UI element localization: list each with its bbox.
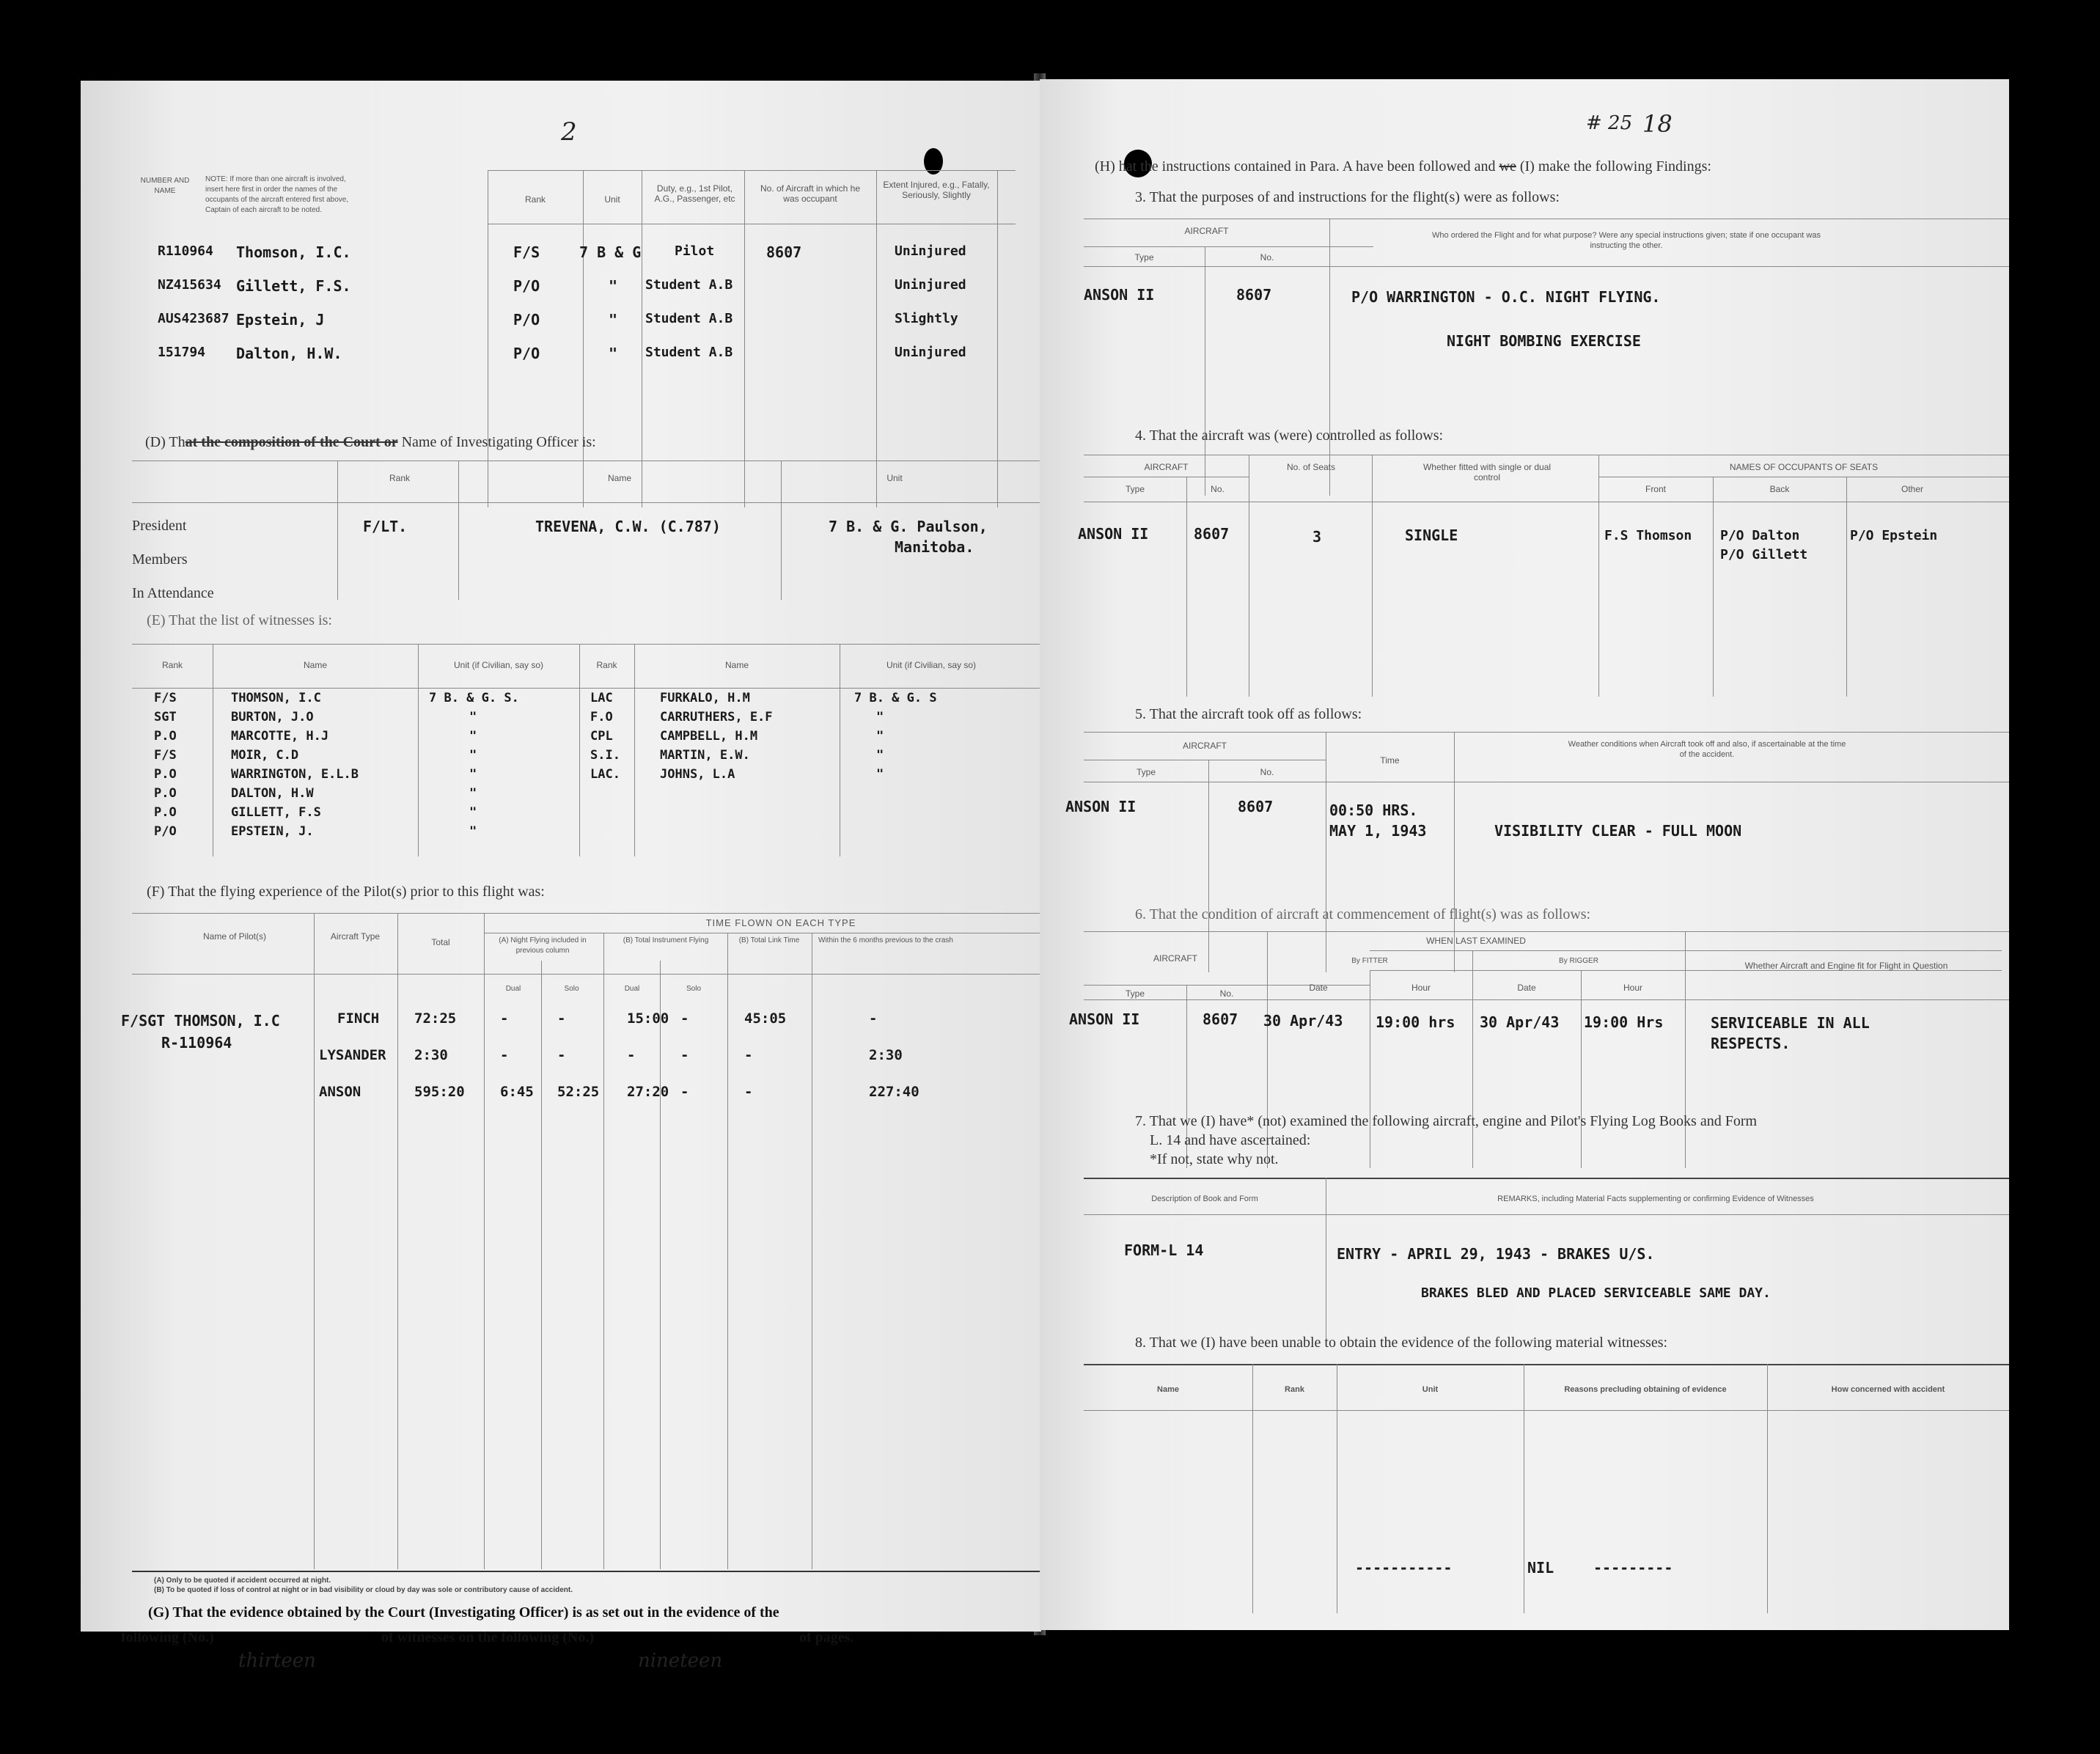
s4-seats-header: No. of Seats — [1286, 462, 1336, 472]
s4-back-2: P/O Gillett — [1720, 547, 1808, 562]
experience-nd: - — [500, 1010, 509, 1027]
experience-nd: 6:45 — [500, 1084, 534, 1100]
handwritten-page-number-right: 18 — [1642, 110, 1673, 138]
experience-type: ANSON — [319, 1084, 361, 1100]
s7-form: FORM-L 14 — [1124, 1241, 1204, 1259]
occupant-injury: Uninjured — [895, 277, 966, 293]
s6-rigger-date: 30 Apr/43 — [1480, 1013, 1560, 1031]
witness-rank: F.O — [590, 710, 613, 724]
footnote-b: (B) To be quoted if loss of control at night or in bad visibility or cloud by day was sole or contributory cause of accident. — [154, 1586, 573, 1594]
s6-rigger-hour-header: Hour — [1623, 983, 1642, 993]
s5-no-header: No. — [1260, 767, 1274, 777]
occupant-unit: 7 B & G — [579, 243, 642, 261]
s8-name-header: Name — [1157, 1385, 1179, 1394]
note-header: NOTE: If more than one aircraft is involved, insert here first in order the names of the occupants of the aircraft entered first above, Captain of each aircraft to be noted. — [205, 175, 349, 214]
s4-fitted-header: Whether fitted with single or dual control — [1422, 462, 1552, 482]
s4-no-header: No. — [1211, 484, 1225, 494]
occupant-injury: Slightly — [895, 311, 958, 326]
s5-label: 5. That the aircraft took off as follows: — [1135, 706, 1362, 722]
witness-name: GILLETT, F.S — [231, 805, 321, 820]
pilot-number: R-110964 — [161, 1034, 232, 1052]
occupant-duty: Student A.B — [645, 345, 733, 360]
e-name-header-2: Name — [724, 660, 749, 670]
night-flying-header: (A) Night Flying included in previous column — [499, 936, 587, 955]
experience-is: - — [680, 1084, 689, 1100]
night-dual-header: Dual — [505, 985, 521, 993]
witness-name: THOMSON, I.C — [231, 691, 321, 705]
witness-unit: " — [876, 729, 884, 744]
occupant-rank: P/O — [513, 311, 540, 329]
witness-name: MARTIN, E.W. — [660, 748, 750, 763]
s6-fit-1: SERVICEABLE IN ALL — [1711, 1014, 1870, 1032]
occupant-number: 151794 — [158, 345, 206, 360]
experience-is: - — [680, 1010, 689, 1027]
instr-dual-header: Dual — [624, 985, 640, 993]
number-and-name-header: NUMBER AND NAME — [140, 177, 190, 195]
experience-id: - — [627, 1047, 636, 1063]
s5-no: 8607 — [1238, 798, 1274, 815]
e-name-header-1: Name — [303, 660, 327, 670]
occupant-injury: Uninjured — [895, 243, 966, 259]
s6-fitter-hour-header: Hour — [1411, 983, 1431, 993]
experience-type: LYSANDER — [319, 1047, 386, 1063]
footnote-a: (A) Only to be quoted if accident occurred at night. — [154, 1577, 331, 1585]
f-name-header: Name of Pilot(s) — [202, 931, 267, 942]
s3-aircraft-header: AIRCRAFT — [1184, 226, 1229, 236]
s4-front: F.S Thomson — [1604, 528, 1692, 543]
s4-no: 8607 — [1194, 525, 1230, 543]
president-unit: 7 B. & G. Paulson, — [829, 518, 988, 535]
witness-rank: SGT — [154, 710, 177, 724]
s5-weather-header: Weather conditions when Aircraft took off and also, if ascertainable at the time of the accident. — [1568, 740, 1846, 759]
section-e-label: (E) That the list of witnesses is: — [147, 612, 332, 628]
s8-reasons-header: Reasons precluding obtaining of evidence — [1564, 1385, 1727, 1394]
s6-fitter-date: 30 Apr/43 — [1263, 1012, 1343, 1030]
e-rank-header-1: Rank — [161, 660, 183, 670]
experience-id: 27:20 — [627, 1084, 669, 1100]
witness-rank: LAC. — [590, 767, 620, 782]
occupant-number: NZ415634 — [158, 277, 221, 293]
witness-rank: LAC — [590, 691, 613, 705]
s6-type-header: Type — [1125, 988, 1145, 999]
witness-name: WARRINGTON, E.L.B — [231, 767, 359, 782]
experience-six: 2:30 — [869, 1047, 903, 1063]
witness-name: FURKALO, H.M — [660, 691, 750, 705]
s4-other: P/O Epstein — [1850, 528, 1938, 543]
section-f-label: (F) That the flying experience of the Pilot(s) prior to this flight was: — [147, 884, 545, 900]
experience-type: FINCH — [337, 1010, 380, 1027]
injury-header: Extent Injured, e.g., Fatally, Seriously, Slightly — [883, 180, 990, 200]
aircraft-no-header: No. of Aircraft in which he was occupant — [760, 183, 861, 204]
s8-how-header: How concerned with accident — [1831, 1385, 1945, 1394]
s4-aircraft-header: AIRCRAFT — [1144, 462, 1189, 472]
occupant-rank: F/S — [513, 243, 540, 261]
s7-line3: *If not, state why not. — [1150, 1151, 1279, 1167]
s6-no: 8607 — [1203, 1010, 1238, 1028]
f-total-header: Total — [431, 937, 450, 947]
duty-header: Duty, e.g., 1st Pilot, A.G., Passenger, etc — [654, 183, 735, 204]
s7-line2: L. 14 and have ascertained: — [1150, 1132, 1311, 1148]
time-flown-header: TIME FLOWN ON EACH TYPE — [705, 917, 856, 928]
s6-when-header: WHEN LAST EXAMINED — [1426, 936, 1526, 946]
s4-back-header: Back — [1769, 484, 1790, 494]
witness-unit: 7 B. & G. S. — [429, 691, 519, 705]
occupant-duty: Student A.B — [645, 311, 733, 326]
s8-unit-header: Unit — [1422, 1385, 1439, 1394]
occupant-unit: " — [609, 311, 618, 329]
occupant-name: Dalton, H.W. — [236, 345, 342, 362]
s4-names-header: NAMES OF OCCUPANTS OF SEATS — [1729, 462, 1879, 472]
witness-unit: 7 B. & G. S — [854, 691, 937, 705]
handwritten-page-count: nineteen — [638, 1650, 723, 1672]
witness-unit: " — [876, 748, 884, 763]
s3-label: 3. That the purposes of and instructions for the flight(s) were as follows: — [1135, 189, 1560, 205]
occupant-unit: " — [609, 345, 618, 362]
link-header: (B) Total Link Time — [738, 936, 800, 944]
occupant-unit: " — [609, 277, 618, 295]
witness-rank: CPL — [590, 729, 613, 744]
witness-unit: " — [469, 805, 477, 820]
experience-link: - — [744, 1084, 753, 1100]
s5-type: ANSON II — [1065, 798, 1137, 815]
s4-seats: 3 — [1312, 528, 1322, 546]
occupant-duty: Student A.B — [645, 277, 733, 293]
occupant-rank: P/O — [513, 277, 540, 295]
s5-time: 00:50 HRS. — [1329, 801, 1418, 819]
s3-type-header: Type — [1134, 252, 1154, 263]
e-unit-header-2: Unit (if Civilian, say so) — [886, 660, 977, 670]
s6-rigger-hour: 19:00 Hrs — [1584, 1013, 1664, 1031]
witness-rank: P.O — [154, 767, 177, 782]
president-unit-2: Manitoba. — [895, 538, 974, 556]
d-unit-header: Unit — [886, 473, 903, 483]
witness-rank: P/O — [154, 824, 177, 839]
s4-type-header: Type — [1125, 484, 1145, 494]
handwritten-code: # 25 — [1586, 112, 1633, 134]
s3-no: 8607 — [1236, 286, 1272, 304]
witness-name: BURTON, J.O — [231, 710, 314, 724]
s6-fitter-header: By FITTER — [1351, 957, 1388, 965]
experience-six: 227:40 — [869, 1084, 919, 1100]
occupant-aircraft: 8607 — [766, 243, 802, 261]
occupant-rank: P/O — [513, 345, 540, 362]
s8-reasons-dashes: --------- — [1593, 1559, 1673, 1577]
witness-rank: P.O — [154, 805, 177, 820]
witness-unit: " — [469, 786, 477, 801]
experience-is: - — [680, 1047, 689, 1063]
right-page — [1040, 79, 2009, 1630]
experience-link: - — [744, 1047, 753, 1063]
s6-fitter-date-header: Date — [1309, 983, 1328, 993]
instr-solo-header: Solo — [686, 985, 701, 993]
s4-back-1: P/O Dalton — [1720, 528, 1800, 543]
witness-unit: " — [876, 767, 884, 782]
s4-label: 4. That the aircraft was (were) controlled as follows: — [1135, 428, 1444, 444]
s6-aircraft-header: AIRCRAFT — [1153, 953, 1197, 964]
s5-conditions: VISIBILITY CLEAR - FULL MOON — [1494, 822, 1742, 840]
witness-name: DALTON, H.W — [231, 786, 314, 801]
s6-fitter-hour: 19:00 hrs — [1376, 1013, 1455, 1031]
members-label: Members — [132, 551, 188, 568]
s3-no-header: No. — [1260, 252, 1274, 263]
d-rank-header: Rank — [389, 473, 410, 483]
witness-unit: " — [469, 748, 477, 763]
president-rank: F/LT. — [363, 518, 408, 535]
occupant-name: Gillett, F.S. — [236, 277, 351, 295]
s8-unit-dashes: ----------- — [1355, 1559, 1453, 1577]
s7-remarks-header: REMARKS, including Material Facts supplementing or confirming Evidence of Witnesses — [1497, 1195, 1814, 1203]
witness-rank: S.I. — [590, 748, 620, 763]
experience-ns: - — [557, 1010, 566, 1027]
experience-ns: - — [557, 1047, 566, 1063]
s7-line1: 7. That we (I) have* (not) examined the following aircraft, engine and Pilot's Flying Log Books and Form — [1135, 1113, 1758, 1129]
experience-total: 2:30 — [414, 1047, 448, 1063]
witness-unit: " — [876, 710, 884, 724]
experience-ns: 52:25 — [557, 1084, 600, 1100]
s6-fit-header: Whether Aircraft and Engine fit for Flight in Question — [1744, 961, 1948, 971]
s3-who: P/O WARRINGTON - O.C. NIGHT FLYING. — [1351, 288, 1661, 306]
occupant-name: Epstein, J — [236, 311, 325, 329]
s3-purpose: NIGHT BOMBING EXERCISE — [1447, 332, 1641, 350]
s3-type: ANSON II — [1084, 286, 1155, 304]
occupant-number: AUS423687 — [158, 311, 230, 326]
experience-total: 595:20 — [414, 1084, 465, 1100]
s8-rank-header: Rank — [1285, 1385, 1304, 1394]
witness-unit: " — [469, 767, 477, 782]
f-type-header: Aircraft Type — [330, 931, 381, 942]
experience-total: 72:25 — [414, 1010, 457, 1027]
pilot-name: F/SGT THOMSON, I.C — [121, 1012, 280, 1030]
s5-aircraft-header: AIRCRAFT — [1183, 741, 1227, 751]
witness-rank: P.O — [154, 786, 177, 801]
occupant-duty: Pilot — [675, 243, 715, 259]
witness-rank: F/S — [154, 691, 177, 705]
e-unit-header-1: Unit (if Civilian, say so) — [453, 660, 544, 670]
s6-fit-2: RESPECTS. — [1711, 1035, 1791, 1052]
left-page — [81, 81, 1041, 1672]
s6-type: ANSON II — [1069, 1010, 1140, 1028]
unit-header: Unit — [604, 194, 620, 205]
witness-name: EPSTEIN, J. — [231, 824, 314, 839]
section-g-line2c: of pages. — [799, 1629, 854, 1645]
president-name: TREVENA, C.W. (C.787) — [535, 518, 721, 535]
s3-who-header: Who ordered the Flight and for what purpose? Were any special instructions given; state if one occupant was instructing the other. — [1432, 231, 1821, 250]
section-g-line2b: of witnesses on the following (No.) — [381, 1629, 594, 1645]
night-solo-header: Solo — [564, 985, 579, 993]
six-months-header: Within the 6 months previous to the crash — [818, 936, 953, 944]
s7-entry-2: BRAKES BLED AND PLACED SERVICEABLE SAME DAY. — [1421, 1285, 1771, 1301]
s6-rigger-date-header: Date — [1517, 983, 1536, 993]
s4-front-header: Front — [1645, 484, 1666, 494]
s8-nil: NIL — [1527, 1559, 1554, 1577]
occupant-number: R110964 — [158, 243, 213, 259]
witness-unit: " — [469, 729, 477, 744]
s6-label: 6. That the condition of aircraft at commencement of flight(s) was as follows: — [1135, 906, 1591, 922]
occupant-injury: Uninjured — [895, 345, 966, 360]
witness-name: JOHNS, L.A — [660, 767, 735, 782]
experience-id: 15:00 — [627, 1010, 669, 1027]
experience-nd: - — [500, 1047, 509, 1063]
s7-desc-header: Description of Book and Form — [1151, 1195, 1258, 1203]
instrument-header: (B) Total Instrument Flying — [623, 936, 709, 944]
witness-rank: P.O — [154, 729, 177, 744]
occupant-name: Thomson, I.C. — [236, 243, 351, 261]
s6-rigger-header: By RIGGER — [1559, 957, 1598, 965]
experience-six: - — [869, 1010, 878, 1027]
in-attendance-label: In Attendance — [132, 585, 214, 601]
witness-rank: F/S — [154, 748, 177, 763]
s4-other-header: Other — [1901, 484, 1923, 494]
rank-header: Rank — [524, 194, 546, 205]
section-d-label: (D) That the composition of the Court or Name of Investigating Officer is: — [145, 434, 596, 450]
handwritten-witness-count: thirteen — [238, 1650, 316, 1672]
witness-name: CAMPBELL, H.M — [660, 729, 758, 744]
s4-control: SINGLE — [1405, 526, 1458, 544]
s5-time-header: Time — [1380, 755, 1400, 766]
e-rank-header-2: Rank — [596, 660, 617, 670]
witness-name: MARCOTTE, H.J — [231, 729, 329, 744]
findings-header: (H) hat the instructions contained in Para. A have been followed and we (I) make the following Findings: — [1095, 158, 1711, 175]
s6-no-header: No. — [1219, 988, 1234, 999]
witness-name: MOIR, C.D — [231, 748, 299, 763]
witness-unit: " — [469, 710, 477, 724]
s5-date: MAY 1, 1943 — [1329, 822, 1427, 840]
witness-name: CARRUTHERS, E.F — [660, 710, 773, 724]
s5-type-header: Type — [1136, 767, 1156, 777]
s7-entry-1: ENTRY - APRIL 29, 1943 - BRAKES U/S. — [1337, 1245, 1655, 1263]
section-g-line2a: following (No.) — [121, 1629, 214, 1645]
president-label: President — [132, 518, 187, 534]
s8-label: 8. That we (I) have been unable to obtain the evidence of the following material witnesses: — [1135, 1335, 1668, 1351]
witness-unit: " — [469, 824, 477, 839]
handwritten-page-number: 2 — [561, 117, 577, 147]
section-g-line1: (G) That the evidence obtained by the Court (Investigating Officer) is as set out in the evidence of the — [148, 1604, 779, 1621]
s4-type: ANSON II — [1078, 525, 1149, 543]
d-name-header: Name — [607, 473, 631, 483]
experience-link: 45:05 — [744, 1010, 787, 1027]
